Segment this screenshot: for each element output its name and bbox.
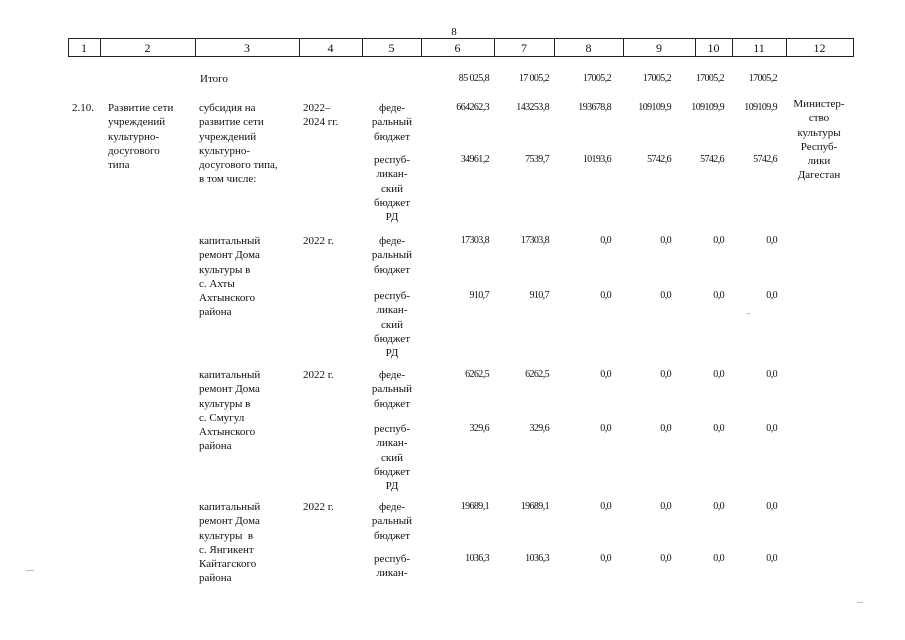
header-column-number: 4: [327, 41, 334, 55]
header-column-number: 7: [521, 41, 527, 55]
header-column-divider: [853, 38, 854, 57]
republic-value: 910,7: [529, 290, 549, 301]
republic-value: 0,0: [713, 553, 724, 564]
republic-value: 0,0: [660, 423, 671, 434]
federal-value: 0,0: [600, 369, 611, 380]
entry-description: субсидия на развитие сети учреждений культурно- досугового типа, в том числе:: [199, 102, 278, 186]
item-number: 2.10.: [72, 102, 94, 114]
republic-value: 0,0: [766, 423, 777, 434]
scan-speck: [857, 602, 863, 603]
header-column-number: 10: [707, 41, 720, 55]
entry-period: 2022– 2024 гг.: [303, 102, 339, 129]
header-column-number: 3: [244, 41, 250, 55]
header-column-number: 12: [813, 41, 826, 55]
entry-period: 2022 г.: [303, 501, 334, 513]
republic-value: 5742,6: [753, 154, 777, 165]
republic-value: 5742,6: [647, 154, 671, 165]
entry-description: капитальный ремонт Дома культуры в с. Смугул Ахтынского района: [199, 369, 261, 453]
header-column-number: 5: [388, 41, 395, 55]
header-column-number: 6: [454, 41, 461, 55]
republic-value: 329,6: [469, 423, 489, 434]
republic-value: 329,6: [529, 423, 549, 434]
item-executor: Министер- ство культуры Респуб- лики Дагестан: [793, 98, 845, 182]
federal-value: 193678,8: [578, 102, 611, 113]
republic-value: 1036,3: [525, 553, 549, 564]
republic-value: 10193,6: [582, 154, 611, 165]
federal-value: 109109,9: [638, 102, 671, 113]
entry-description: капитальный ремонт Дома культуры в с. Янгикент Кайтагского района: [199, 501, 261, 585]
federal-value: 0,0: [600, 501, 611, 512]
republic-budget-label: респуб- ликан-: [373, 553, 411, 580]
itogo-value: 17 005,2: [518, 73, 549, 84]
federal-budget-label: феде- ральный бюджет: [371, 102, 413, 143]
federal-value: 0,0: [766, 369, 777, 380]
republic-value: 0,0: [660, 290, 671, 301]
republic-value: 1036,3: [465, 553, 489, 564]
federal-value: 0,0: [660, 369, 671, 380]
header-column-number: 8: [585, 41, 592, 55]
republic-value: 0,0: [600, 553, 611, 564]
itogo-label: Итого: [200, 73, 228, 85]
header-column-number: 1: [81, 41, 87, 55]
federal-value: 0,0: [766, 501, 777, 512]
federal-value: 0,0: [660, 235, 671, 246]
header-column-number: 11: [753, 41, 765, 55]
republic-value: 0,0: [766, 290, 777, 301]
federal-value: 6262,5: [465, 369, 489, 380]
federal-value: 0,0: [660, 501, 671, 512]
itogo-value: 17005,2: [748, 73, 777, 84]
republic-value: 0,0: [713, 423, 724, 434]
federal-value: 17303,8: [460, 235, 489, 246]
header-column-number: 9: [656, 41, 662, 55]
republic-value: 34961,2: [460, 154, 489, 165]
federal-value: 143253,8: [516, 102, 549, 113]
republic-value: 0,0: [600, 290, 611, 301]
federal-value: 19689,1: [460, 501, 489, 512]
federal-value: 6262,5: [525, 369, 549, 380]
entry-period: 2022 г.: [303, 369, 334, 381]
federal-value: 19689,1: [520, 501, 549, 512]
federal-value: 0,0: [600, 235, 611, 246]
entry-description: капитальный ремонт Дома культуры в с. Ахты Ахтынского района: [199, 235, 261, 319]
federal-value: 0,0: [713, 235, 724, 246]
itogo-value: 17005,2: [582, 73, 611, 84]
republic-value: 5742,6: [700, 154, 724, 165]
header-bottom-rule: [68, 56, 853, 57]
scan-speck: [26, 570, 34, 571]
republic-value: 0,0: [600, 423, 611, 434]
itogo-value: 17005,2: [642, 73, 671, 84]
federal-value: 0,0: [713, 501, 724, 512]
federal-budget-label: феде- ральный бюджет: [371, 235, 413, 276]
federal-value: 109109,9: [691, 102, 724, 113]
republic-budget-label: респуб- ликан- ский бюджет РД: [373, 154, 411, 224]
federal-budget-label: феде- ральный бюджет: [371, 369, 413, 410]
page-number: 8: [451, 26, 457, 38]
itogo-value: 17005,2: [695, 73, 724, 84]
federal-value: 109109,9: [744, 102, 777, 113]
itogo-value: 85 025,8: [458, 73, 489, 84]
republic-budget-label: респуб- ликан- ский бюджет РД: [373, 423, 411, 493]
republic-value: 910,7: [469, 290, 489, 301]
republic-value: 0,0: [713, 290, 724, 301]
scan-speck: [747, 313, 750, 314]
republic-value: 7539,7: [525, 154, 549, 165]
entry-period: 2022 г.: [303, 235, 334, 247]
federal-value: 0,0: [766, 235, 777, 246]
header-top-rule: [68, 38, 853, 39]
republic-value: 0,0: [660, 553, 671, 564]
header-column-number: 2: [144, 41, 151, 55]
federal-value: 0,0: [713, 369, 724, 380]
republic-budget-label: респуб- ликан- ский бюджет РД: [373, 290, 411, 360]
federal-value: 17303,8: [520, 235, 549, 246]
federal-budget-label: феде- ральный бюджет: [371, 501, 413, 542]
federal-value: 664262,3: [456, 102, 489, 113]
republic-value: 0,0: [766, 553, 777, 564]
item-name: Развитие сети учреждений культурно- досугового типа: [108, 102, 174, 172]
